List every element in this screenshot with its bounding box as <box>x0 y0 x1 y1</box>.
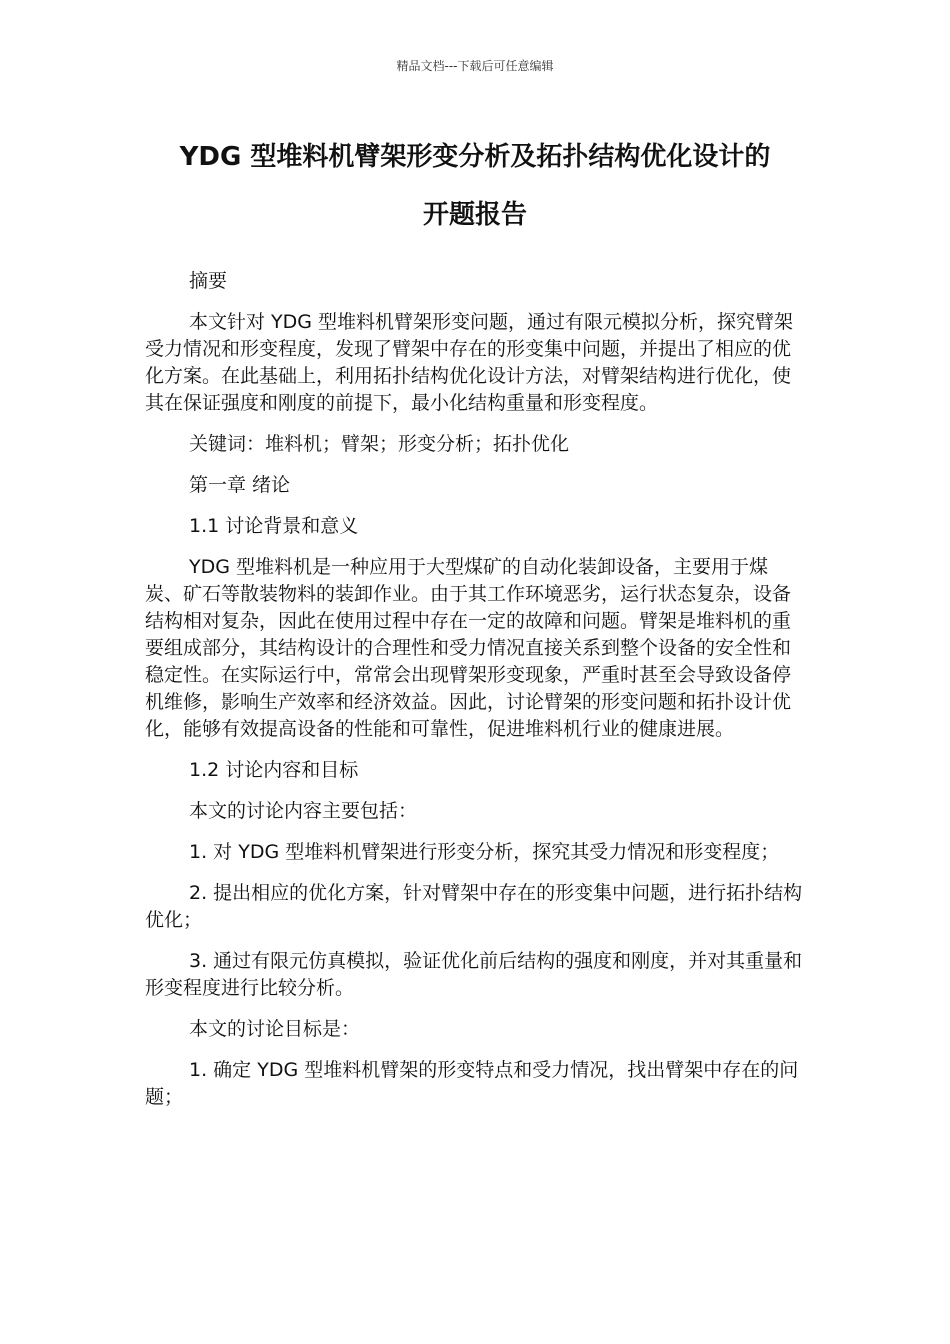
content-item-3: 3. 通过有限元仿真模拟，验证优化前后结构的强度和刚度，并对其重量和形变程度进行比较分析。 <box>145 950 803 999</box>
content-item-2: 2. 提出相应的优化方案，针对臂架中存在的形变集中问题，进行拓扑结构优化； <box>145 882 803 931</box>
section-heading-1-2: 1.2 讨论内容和目标 <box>189 759 359 781</box>
content-intro: 本文的讨论内容主要包括： <box>189 800 418 822</box>
goal-intro: 本文的讨论目标是： <box>189 1018 361 1040</box>
abstract-paragraph: 本文针对 YDG 型堆料机臂架形变问题，通过有限元模拟分析，探究臂架受力情况和形变程度，发现了臂架中存在的形变集中问题，并提出了相应的优化方案。在此基础上，利用拓扑结构优化设计方法，对臂架结构进行优化，使其在保证强度和刚度的前提下，最小化结构重量和形变程度。 <box>145 311 794 414</box>
title-line-2: 开题报告 <box>422 200 527 230</box>
page-header-note: 精品文档---下载后可任意编辑 <box>396 59 554 73</box>
content-item-1: 1. 对 YDG 型堆料机臂架进行形变分析，探究其受力情况和形变程度； <box>189 841 780 863</box>
chapter-heading: 第一章 绪论 <box>189 474 291 496</box>
section-heading-1-1: 1.1 讨论背景和意义 <box>189 515 359 537</box>
abstract-heading: 摘要 <box>189 270 228 292</box>
document-body <box>145 268 805 1125</box>
title-line-1: YDG 型堆料机臂架形变分析及拓扑结构优化设计的 <box>179 142 771 172</box>
keywords-line: 关键词：堆料机；臂架；形变分析；拓扑优化 <box>189 433 570 455</box>
goal-item-1: 1. 确定 YDG 型堆料机臂架的形变特点和受力情况，找出臂架中存在的问题； <box>145 1059 799 1108</box>
background-paragraph: YDG 型堆料机是一种应用于大型煤矿的自动化装卸设备，主要用于煤炭、矿石等散装物料的装卸作业。由于其工作环境恶劣，运行状态复杂，设备结构相对复杂，因此在使用过程中存在一定的故障和问题。臂架是堆料机的重要组成部分，其结构设计的合理性和受力情况直接关系到整个设备的安全性和稳定性。在实际运行中，常常会出现臂架形变现象，严重时甚至会导致设备停机维修，影响生产效率和经济效益。因此，讨论臂架的形变问题和拓扑设计优化，能够有效提高设备的性能和可靠性，促进堆料机行业的健康进展。 <box>145 556 792 740</box>
document-title <box>120 128 830 244</box>
